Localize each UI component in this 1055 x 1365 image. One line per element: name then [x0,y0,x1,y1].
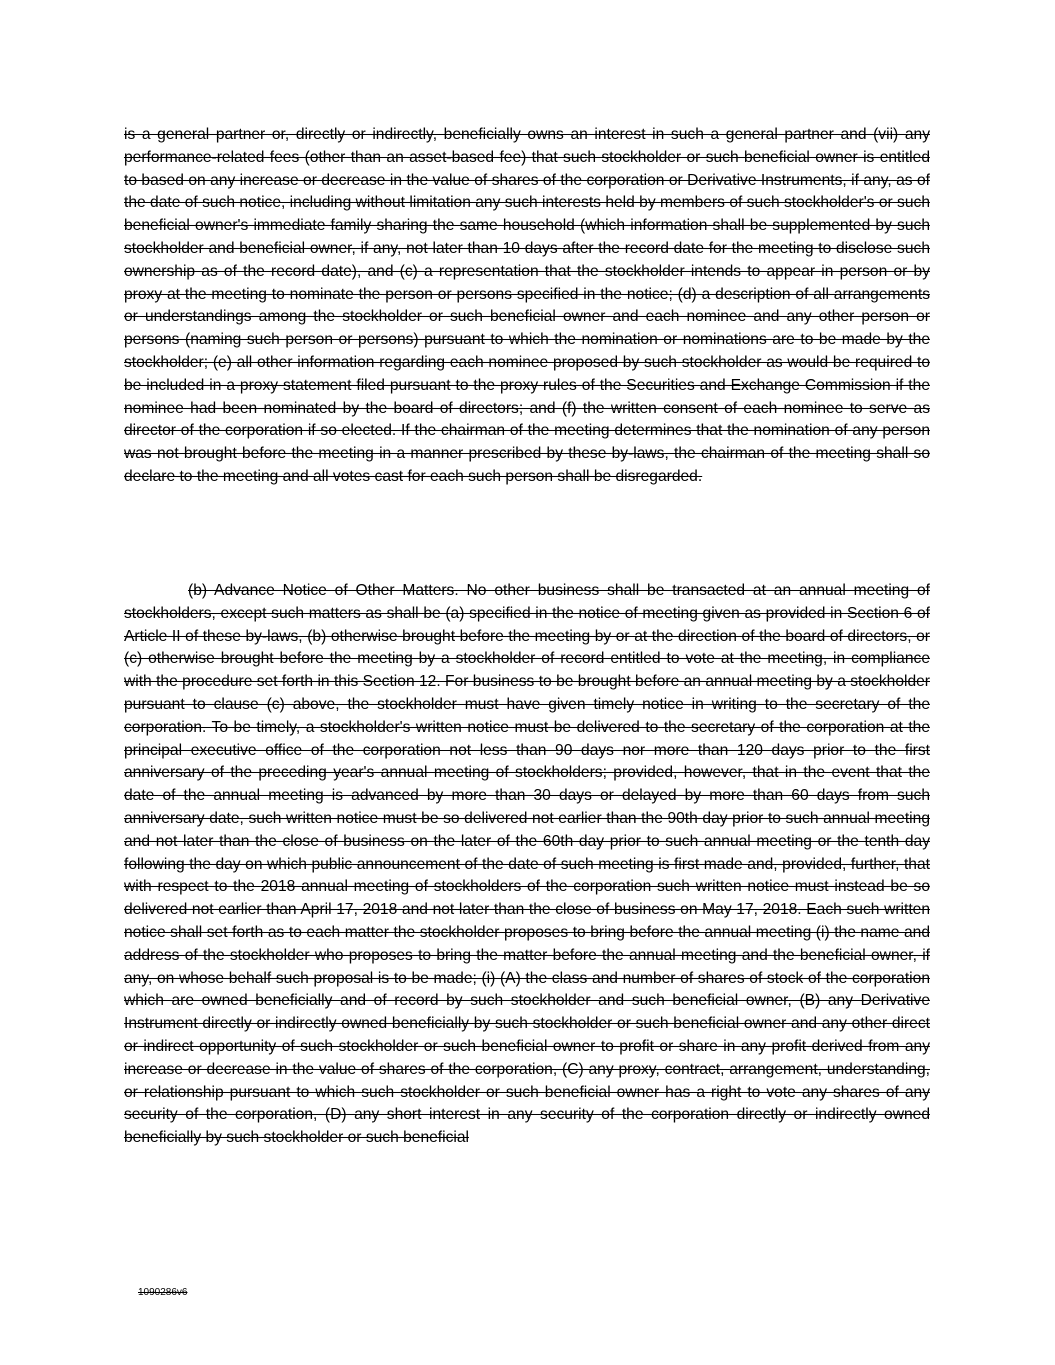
paragraph-nominee-information: is a general partner or, directly or indirectly, beneficially owns an interest in such a general partner and (vii) any performance-related fees (other than an asset-based fee) that such stockholder or such beneficial owner is entitled to based on any increase or decrease in the value of shares of the corporation or Derivative Instruments, if any, as of the date of such notice, including without limitation any such interests held by members of such stockholder's or such beneficial owner's immediate family sharing the same household (which information shall be supplemented by such stockholder and beneficial owner, if any, not later than 10 days after the record date for the meeting to disclose such ownership as of the record date), and (c) a representation that the stockholder intends to appear in person or by proxy at the meeting to nominate the person or persons specified in the notice; (d) a description of all arrangements or understandings among the stockholder or such beneficial owner and each nominee and any other person or persons (naming such person or persons) pursuant to which the nomination or nominations are to be made by the stockholder; (e) all other information regarding each nominee proposed by such stockholder as would be required to be included in a proxy statement filed pursuant to the proxy rules of the Securities and Exchange Commission if the nominee had been nominated by the board of directors; and (f) the written consent of each nominee to serve as director of the corporation if so elected. If the chairman of the meeting determines that the nomination of any person was not brought before the meeting in a manner prescribed by these by-laws, the chairman of the meeting shall so declare to the meeting and all votes cast for each such person shall be disregarded. [124,126,930,485]
paragraph-advance-notice-other-matters: (b) Advance Notice of Other Matters. No other business shall be transacted at an annual meeting of stockholders, except such matters as shall be (a) specified in the notice of meeting given as provided in Section 6 of Article II of these by-laws, (b) otherwise brought before the meeting by or at the direction of the board of directors, or (c) otherwise brought before the meeting by a stockholder of record entitled to vote at the meeting, in compliance with the procedure set forth in this Section 12. For business to be brought before an annual meeting by a stockholder pursuant to clause (c) above, the stockholder must have given timely notice in writing to the secretary of the corporation. To be timely, a stockholder's written notice must be delivered to the secretary of the corporation at the principal executive office of the corporation not less than 90 days nor more than 120 days prior to the first anniversary of the preceding year's annual meeting of stockholders; provided, however, that in the event that the date of the annual meeting is advanced by more than 30 days or delayed by more than 60 days from such anniversary date, such written notice must be so delivered not earlier than the 90th day prior to such annual meeting and not later than the close of business on the later of the 60th day prior to such annual meeting or the tenth day following the day on which public announcement of the date of such meeting is first made and, provided, further, that with respect to the 2018 annual meeting of stockholders of the corporation such written notice must instead be so delivered not earlier than April 17, 2018 and not later than the close of business on May 17, 2018. Each such written notice shall set forth as to each matter the stockholder proposes to bring before the annual meeting (i) the name and address of the stockholder who proposes to bring the matter before the annual meeting and the beneficial owner, if any, on whose behalf such proposal is to be made; (i) (A) the class and number of shares of stock of the corporation which are owned beneficially and of record by such stockholder and such beneficial owner, (B) any Derivative Instrument directly or indirectly owned beneficially by such stockholder or such beneficial owner and any other direct or indirect opportunity of such stockholder or such beneficial owner to profit or share in any profit derived from any increase or decrease in the value of shares of the corporation, (C) any proxy, contract, arrangement, understanding, or relationship pursuant to which such stockholder or such beneficial owner has a right to vote any shares of any security of the corporation, (D) any short interest in any security of the corporation directly or indirectly owned beneficially by such stockholder or such beneficial [124,582,930,1147]
footer-document-id: 1090286v6 [138,1287,188,1298]
